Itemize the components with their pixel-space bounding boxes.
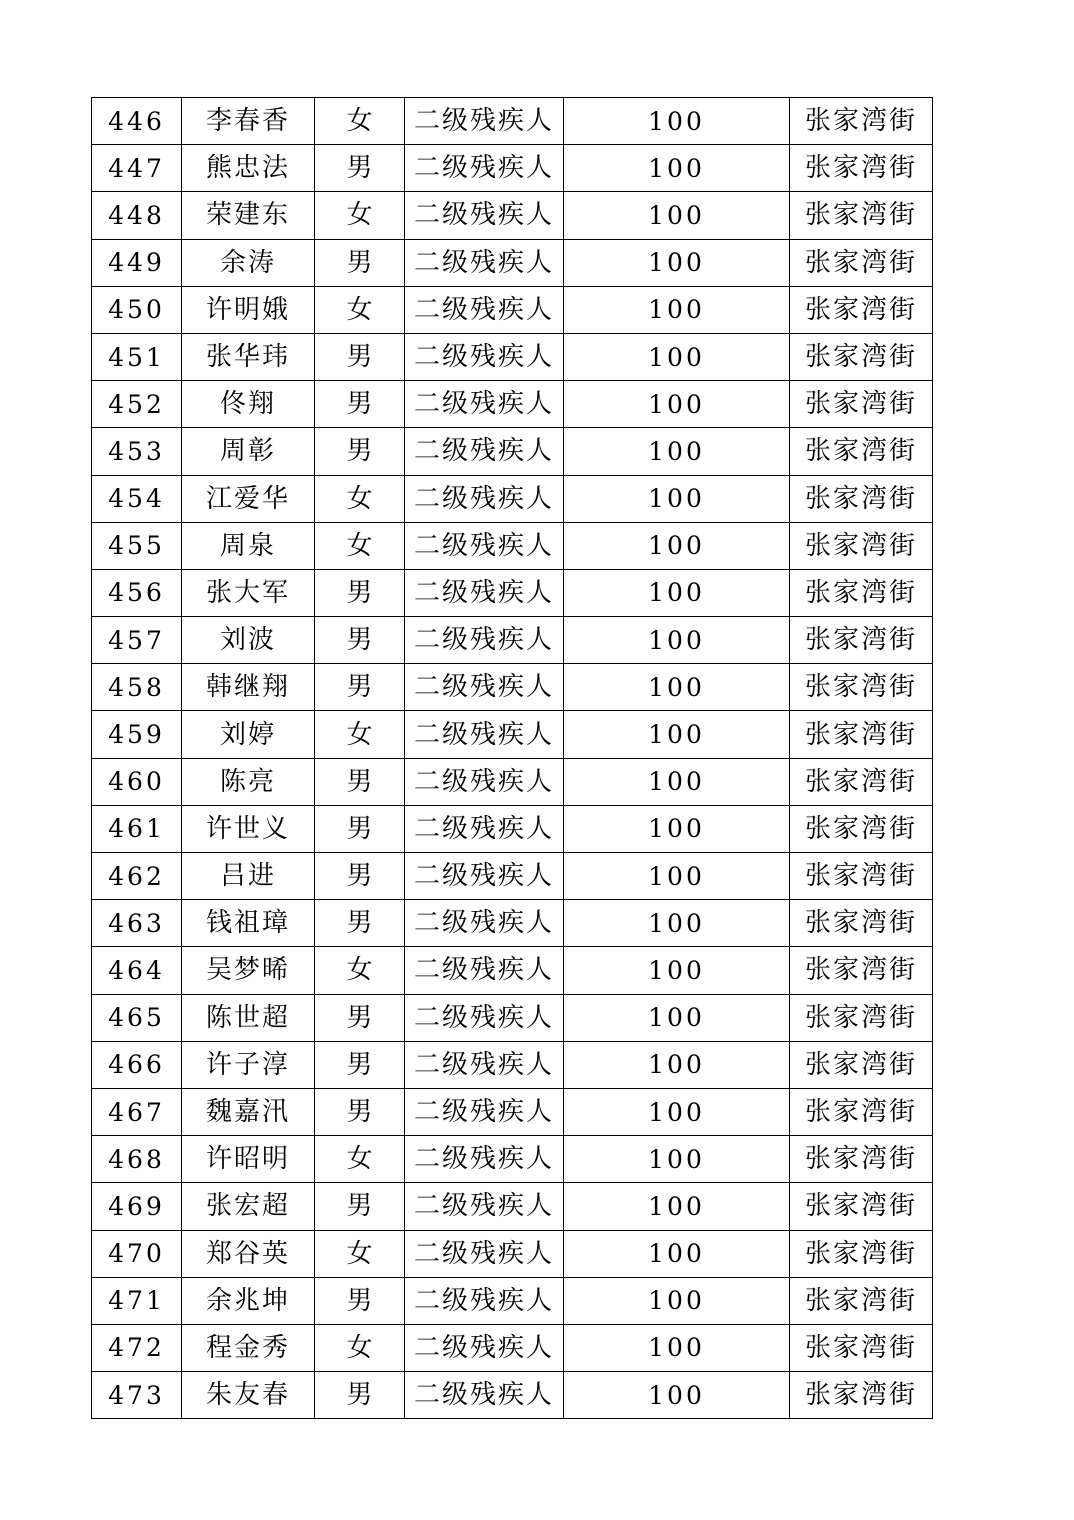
gender-cell: 男 bbox=[315, 428, 405, 475]
row-number-cell: 447 bbox=[92, 145, 182, 192]
gender-cell: 男 bbox=[315, 994, 405, 1041]
category-cell: 二级残疾人 bbox=[405, 805, 564, 852]
row-number-cell: 464 bbox=[92, 947, 182, 994]
category-cell: 二级残疾人 bbox=[405, 286, 564, 333]
street-cell: 张家湾街 bbox=[790, 1324, 933, 1371]
amount-cell: 100 bbox=[564, 994, 790, 1041]
row-number-cell: 449 bbox=[92, 239, 182, 286]
table-row bbox=[92, 1230, 933, 1277]
name-cell: 周泉 bbox=[182, 522, 315, 569]
row-number-cell: 456 bbox=[92, 569, 182, 616]
name-cell: 韩继翔 bbox=[182, 664, 315, 711]
amount-cell: 100 bbox=[564, 1230, 790, 1277]
street-cell: 张家湾街 bbox=[790, 428, 933, 475]
name-cell: 许子淳 bbox=[182, 1041, 315, 1088]
category-cell: 二级残疾人 bbox=[405, 569, 564, 616]
category-cell: 二级残疾人 bbox=[405, 1088, 564, 1135]
street-cell: 张家湾街 bbox=[790, 853, 933, 900]
amount-cell: 100 bbox=[564, 947, 790, 994]
name-cell: 郑谷英 bbox=[182, 1230, 315, 1277]
amount-cell: 100 bbox=[564, 145, 790, 192]
row-number-cell: 469 bbox=[92, 1183, 182, 1230]
street-cell: 张家湾街 bbox=[790, 333, 933, 380]
table-row bbox=[92, 711, 933, 758]
category-cell: 二级残疾人 bbox=[405, 522, 564, 569]
row-number-cell: 459 bbox=[92, 711, 182, 758]
category-cell: 二级残疾人 bbox=[405, 333, 564, 380]
street-cell: 张家湾街 bbox=[790, 286, 933, 333]
name-cell: 程金秀 bbox=[182, 1324, 315, 1371]
table-row bbox=[92, 428, 933, 475]
name-cell: 熊忠法 bbox=[182, 145, 315, 192]
category-cell: 二级残疾人 bbox=[405, 98, 564, 145]
name-cell: 佟翔 bbox=[182, 381, 315, 428]
category-cell: 二级残疾人 bbox=[405, 381, 564, 428]
table-row bbox=[92, 758, 933, 805]
category-cell: 二级残疾人 bbox=[405, 475, 564, 522]
category-cell: 二级残疾人 bbox=[405, 1230, 564, 1277]
row-number-cell: 450 bbox=[92, 286, 182, 333]
amount-cell: 100 bbox=[564, 1372, 790, 1419]
row-number-cell: 471 bbox=[92, 1277, 182, 1324]
gender-cell: 男 bbox=[315, 805, 405, 852]
row-number-cell: 462 bbox=[92, 853, 182, 900]
table-row bbox=[92, 286, 933, 333]
table-row bbox=[92, 805, 933, 852]
gender-cell: 女 bbox=[315, 1324, 405, 1371]
street-cell: 张家湾街 bbox=[790, 994, 933, 1041]
row-number-cell: 473 bbox=[92, 1372, 182, 1419]
row-number-cell: 453 bbox=[92, 428, 182, 475]
gender-cell: 男 bbox=[315, 1088, 405, 1135]
amount-cell: 100 bbox=[564, 758, 790, 805]
gender-cell: 男 bbox=[315, 1183, 405, 1230]
amount-cell: 100 bbox=[564, 805, 790, 852]
table-row bbox=[92, 1041, 933, 1088]
category-cell: 二级残疾人 bbox=[405, 1136, 564, 1183]
amount-cell: 100 bbox=[564, 900, 790, 947]
row-number-cell: 465 bbox=[92, 994, 182, 1041]
gender-cell: 男 bbox=[315, 333, 405, 380]
table-row bbox=[92, 900, 933, 947]
gender-cell: 女 bbox=[315, 1230, 405, 1277]
gender-cell: 男 bbox=[315, 1372, 405, 1419]
street-cell: 张家湾街 bbox=[790, 758, 933, 805]
amount-cell: 100 bbox=[564, 853, 790, 900]
amount-cell: 100 bbox=[564, 569, 790, 616]
gender-cell: 女 bbox=[315, 286, 405, 333]
street-cell: 张家湾街 bbox=[790, 805, 933, 852]
name-cell: 魏嘉汛 bbox=[182, 1088, 315, 1135]
street-cell: 张家湾街 bbox=[790, 1041, 933, 1088]
name-cell: 刘波 bbox=[182, 617, 315, 664]
street-cell: 张家湾街 bbox=[790, 1183, 933, 1230]
amount-cell: 100 bbox=[564, 1183, 790, 1230]
row-number-cell: 467 bbox=[92, 1088, 182, 1135]
street-cell: 张家湾街 bbox=[790, 617, 933, 664]
category-cell: 二级残疾人 bbox=[405, 145, 564, 192]
row-number-cell: 472 bbox=[92, 1324, 182, 1371]
table-row bbox=[92, 1088, 933, 1135]
name-cell: 吕进 bbox=[182, 853, 315, 900]
gender-cell: 男 bbox=[315, 381, 405, 428]
row-number-cell: 448 bbox=[92, 192, 182, 239]
amount-cell: 100 bbox=[564, 664, 790, 711]
gender-cell: 男 bbox=[315, 853, 405, 900]
street-cell: 张家湾街 bbox=[790, 522, 933, 569]
gender-cell: 男 bbox=[315, 1277, 405, 1324]
row-number-cell: 470 bbox=[92, 1230, 182, 1277]
table-row bbox=[92, 1277, 933, 1324]
table-row bbox=[92, 522, 933, 569]
amount-cell: 100 bbox=[564, 239, 790, 286]
street-cell: 张家湾街 bbox=[790, 569, 933, 616]
category-cell: 二级残疾人 bbox=[405, 664, 564, 711]
gender-cell: 男 bbox=[315, 617, 405, 664]
name-cell: 许世义 bbox=[182, 805, 315, 852]
name-cell: 钱祖璋 bbox=[182, 900, 315, 947]
amount-cell: 100 bbox=[564, 1277, 790, 1324]
table-row bbox=[92, 1372, 933, 1419]
gender-cell: 男 bbox=[315, 1041, 405, 1088]
row-number-cell: 454 bbox=[92, 475, 182, 522]
amount-cell: 100 bbox=[564, 711, 790, 758]
row-number-cell: 457 bbox=[92, 617, 182, 664]
street-cell: 张家湾街 bbox=[790, 381, 933, 428]
amount-cell: 100 bbox=[564, 617, 790, 664]
street-cell: 张家湾街 bbox=[790, 1230, 933, 1277]
table-row bbox=[92, 947, 933, 994]
street-cell: 张家湾街 bbox=[790, 947, 933, 994]
name-cell: 许明娥 bbox=[182, 286, 315, 333]
table-row bbox=[92, 333, 933, 380]
street-cell: 张家湾街 bbox=[790, 1136, 933, 1183]
table-row bbox=[92, 1324, 933, 1371]
table-row bbox=[92, 617, 933, 664]
table-row bbox=[92, 239, 933, 286]
amount-cell: 100 bbox=[564, 1136, 790, 1183]
street-cell: 张家湾街 bbox=[790, 1088, 933, 1135]
table-row bbox=[92, 98, 933, 145]
category-cell: 二级残疾人 bbox=[405, 1324, 564, 1371]
street-cell: 张家湾街 bbox=[790, 98, 933, 145]
amount-cell: 100 bbox=[564, 192, 790, 239]
gender-cell: 女 bbox=[315, 522, 405, 569]
gender-cell: 女 bbox=[315, 98, 405, 145]
name-cell: 陈世超 bbox=[182, 994, 315, 1041]
gender-cell: 男 bbox=[315, 900, 405, 947]
table-row bbox=[92, 664, 933, 711]
roster-table-body bbox=[92, 98, 933, 1419]
amount-cell: 100 bbox=[564, 333, 790, 380]
category-cell: 二级残疾人 bbox=[405, 617, 564, 664]
row-number-cell: 455 bbox=[92, 522, 182, 569]
row-number-cell: 466 bbox=[92, 1041, 182, 1088]
gender-cell: 女 bbox=[315, 192, 405, 239]
table-row bbox=[92, 192, 933, 239]
name-cell: 许昭明 bbox=[182, 1136, 315, 1183]
name-cell: 余涛 bbox=[182, 239, 315, 286]
name-cell: 陈亮 bbox=[182, 758, 315, 805]
amount-cell: 100 bbox=[564, 475, 790, 522]
name-cell: 江爱华 bbox=[182, 475, 315, 522]
name-cell: 刘婷 bbox=[182, 711, 315, 758]
table-row bbox=[92, 1183, 933, 1230]
row-number-cell: 446 bbox=[92, 98, 182, 145]
street-cell: 张家湾街 bbox=[790, 239, 933, 286]
table-row bbox=[92, 145, 933, 192]
roster-table bbox=[91, 97, 933, 1419]
category-cell: 二级残疾人 bbox=[405, 1183, 564, 1230]
street-cell: 张家湾街 bbox=[790, 475, 933, 522]
category-cell: 二级残疾人 bbox=[405, 711, 564, 758]
table-row bbox=[92, 569, 933, 616]
row-number-cell: 468 bbox=[92, 1136, 182, 1183]
row-number-cell: 451 bbox=[92, 333, 182, 380]
category-cell: 二级残疾人 bbox=[405, 1041, 564, 1088]
gender-cell: 女 bbox=[315, 711, 405, 758]
gender-cell: 女 bbox=[315, 475, 405, 522]
name-cell: 张华玮 bbox=[182, 333, 315, 380]
street-cell: 张家湾街 bbox=[790, 900, 933, 947]
row-number-cell: 452 bbox=[92, 381, 182, 428]
street-cell: 张家湾街 bbox=[790, 145, 933, 192]
name-cell: 李春香 bbox=[182, 98, 315, 145]
name-cell: 朱友春 bbox=[182, 1372, 315, 1419]
street-cell: 张家湾街 bbox=[790, 1277, 933, 1324]
row-number-cell: 461 bbox=[92, 805, 182, 852]
gender-cell: 男 bbox=[315, 239, 405, 286]
amount-cell: 100 bbox=[564, 381, 790, 428]
amount-cell: 100 bbox=[564, 1324, 790, 1371]
category-cell: 二级残疾人 bbox=[405, 853, 564, 900]
category-cell: 二级残疾人 bbox=[405, 994, 564, 1041]
street-cell: 张家湾街 bbox=[790, 664, 933, 711]
table-row bbox=[92, 1136, 933, 1183]
category-cell: 二级残疾人 bbox=[405, 239, 564, 286]
category-cell: 二级残疾人 bbox=[405, 192, 564, 239]
category-cell: 二级残疾人 bbox=[405, 947, 564, 994]
street-cell: 张家湾街 bbox=[790, 1372, 933, 1419]
amount-cell: 100 bbox=[564, 522, 790, 569]
gender-cell: 男 bbox=[315, 569, 405, 616]
name-cell: 张宏超 bbox=[182, 1183, 315, 1230]
category-cell: 二级残疾人 bbox=[405, 758, 564, 805]
table-row bbox=[92, 853, 933, 900]
row-number-cell: 463 bbox=[92, 900, 182, 947]
row-number-cell: 458 bbox=[92, 664, 182, 711]
amount-cell: 100 bbox=[564, 98, 790, 145]
table-row bbox=[92, 475, 933, 522]
street-cell: 张家湾街 bbox=[790, 192, 933, 239]
name-cell: 荣建东 bbox=[182, 192, 315, 239]
street-cell: 张家湾街 bbox=[790, 711, 933, 758]
table-row bbox=[92, 381, 933, 428]
gender-cell: 男 bbox=[315, 664, 405, 711]
amount-cell: 100 bbox=[564, 428, 790, 475]
gender-cell: 男 bbox=[315, 758, 405, 805]
category-cell: 二级残疾人 bbox=[405, 1277, 564, 1324]
gender-cell: 女 bbox=[315, 1136, 405, 1183]
amount-cell: 100 bbox=[564, 286, 790, 333]
category-cell: 二级残疾人 bbox=[405, 900, 564, 947]
name-cell: 余兆坤 bbox=[182, 1277, 315, 1324]
category-cell: 二级残疾人 bbox=[405, 428, 564, 475]
category-cell: 二级残疾人 bbox=[405, 1372, 564, 1419]
name-cell: 周彰 bbox=[182, 428, 315, 475]
row-number-cell: 460 bbox=[92, 758, 182, 805]
name-cell: 吴梦晞 bbox=[182, 947, 315, 994]
table-row bbox=[92, 994, 933, 1041]
name-cell: 张大军 bbox=[182, 569, 315, 616]
amount-cell: 100 bbox=[564, 1088, 790, 1135]
amount-cell: 100 bbox=[564, 1041, 790, 1088]
gender-cell: 男 bbox=[315, 145, 405, 192]
gender-cell: 女 bbox=[315, 947, 405, 994]
